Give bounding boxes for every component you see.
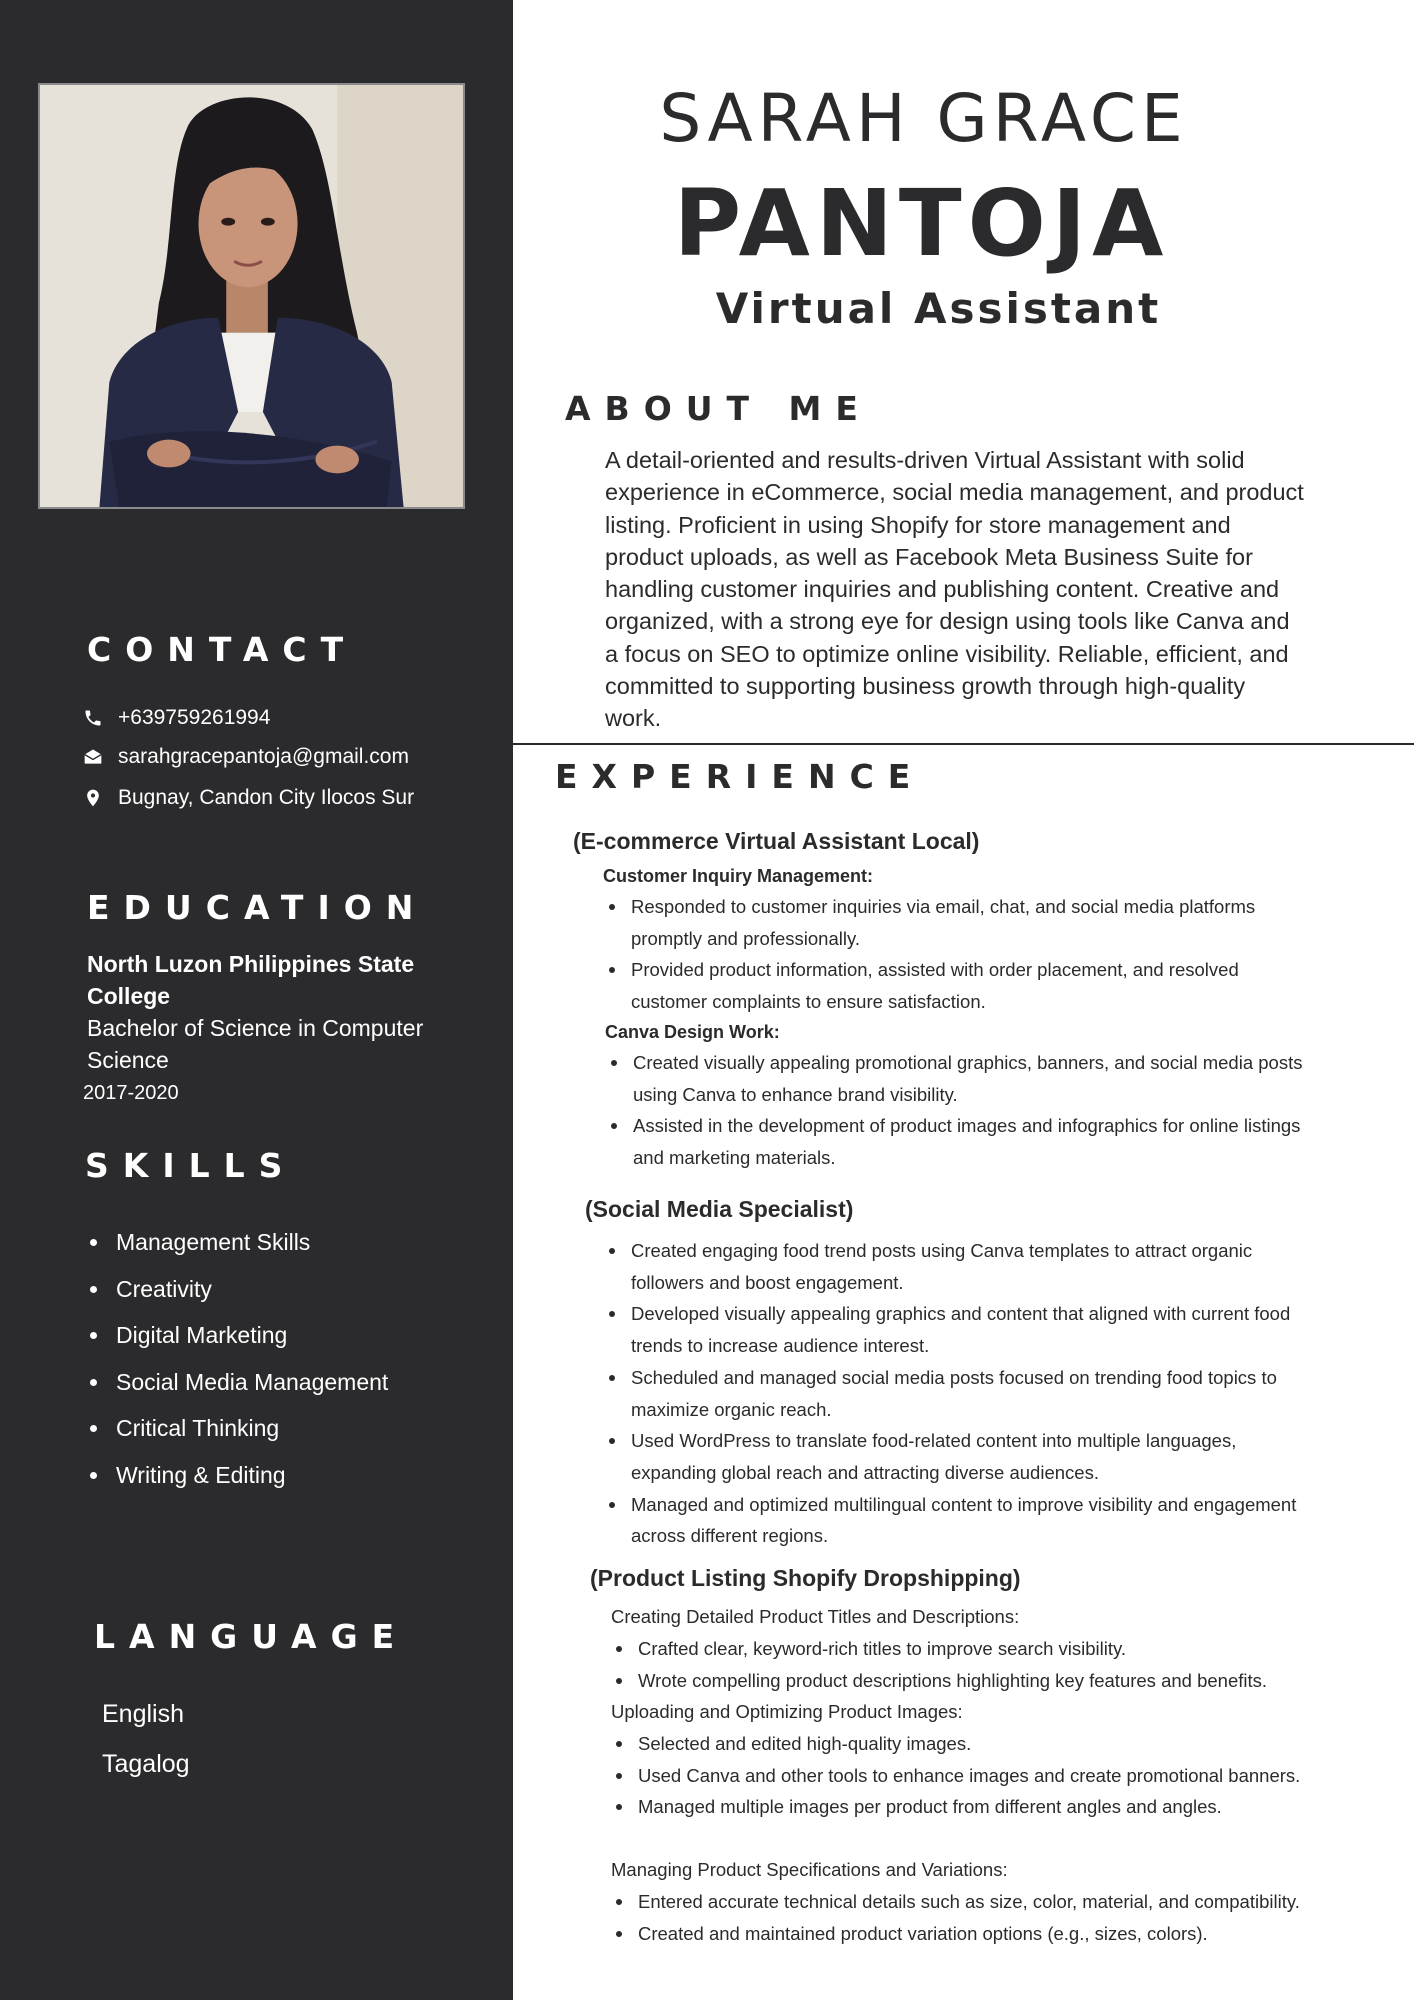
phone-number: +639759261994 bbox=[118, 706, 271, 729]
job-bullet: Assisted in the development of product images and infographics for online listings and marketing materials. bbox=[605, 1110, 1305, 1173]
section-divider bbox=[513, 743, 1414, 745]
first-name: SARAH GRACE bbox=[659, 80, 1188, 157]
last-name: PANTOJA bbox=[673, 170, 1170, 277]
job-bullet: Provided product information, assisted with order placement, and resolved customer complaints to ensure satisfaction. bbox=[603, 954, 1303, 1017]
job-title: Virtual Assistant bbox=[715, 284, 1162, 333]
school-name: North Luzon Philippines State College bbox=[87, 951, 415, 1009]
education-entry bbox=[83, 948, 487, 1109]
about-heading: ABOUT ME bbox=[565, 389, 872, 428]
job-bullet: Used Canva and other tools to enhance images and create promotional banners. bbox=[610, 1760, 1310, 1792]
profile-photo-illustration bbox=[40, 85, 463, 507]
job-bullet-list bbox=[610, 1633, 1320, 1696]
job-bullet: Selected and edited high-quality images. bbox=[610, 1728, 1310, 1760]
section-heading: Creating Detailed Product Titles and Descriptions: bbox=[611, 1606, 1020, 1627]
contact-phone[interactable] bbox=[82, 706, 270, 730]
language-item: Tagalog bbox=[102, 1750, 190, 1778]
experience-heading: EXPERIENCE bbox=[555, 757, 925, 796]
job-bullet-list bbox=[603, 891, 1303, 1018]
job-bullet: Managed multiple images per product from different angles and angles. bbox=[610, 1791, 1310, 1823]
language-item: English bbox=[102, 1700, 184, 1728]
address-text: Bugnay, Candon City Ilocos Sur bbox=[118, 786, 415, 809]
job-bullet: Managed and optimized multilingual content to improve visibility and engagement across different regions. bbox=[603, 1489, 1303, 1552]
job-title-shopify: (Product Listing Shopify Dropshipping) bbox=[590, 1565, 1021, 1591]
job-bullet: Entered accurate technical details such as size, color, material, and compatibility. bbox=[610, 1886, 1310, 1918]
sidebar bbox=[0, 0, 513, 2000]
phone-icon bbox=[82, 706, 104, 730]
skill-item: Creativity bbox=[88, 1271, 388, 1318]
job-bullet: Created engaging food trend posts using Canva templates to attract organic followers and boost engagement. bbox=[603, 1235, 1303, 1298]
skill-item: Critical Thinking bbox=[88, 1410, 388, 1457]
job-bullet: Created visually appealing promotional graphics, banners, and social media posts using Canva to enhance brand visibility. bbox=[605, 1047, 1305, 1110]
section-heading: Canva Design Work: bbox=[605, 1022, 780, 1042]
location-pin-icon bbox=[82, 786, 104, 810]
contact-heading: CONTACT bbox=[87, 630, 358, 669]
envelope-icon bbox=[82, 745, 104, 769]
degree: Bachelor of Science in Computer Science bbox=[87, 1015, 424, 1073]
job-title-ecommerce: (E-commerce Virtual Assistant Local) bbox=[573, 828, 980, 854]
job-title-social-media: (Social Media Specialist) bbox=[585, 1196, 854, 1222]
job-bullet-list bbox=[610, 1728, 1310, 1823]
job-bullet-list bbox=[605, 1047, 1305, 1174]
profile-photo bbox=[38, 83, 465, 509]
job-bullet: Used WordPress to translate food-related content into multiple languages, expanding global reach and attracting diverse audiences. bbox=[603, 1425, 1303, 1488]
skill-item: Writing & Editing bbox=[88, 1457, 388, 1504]
section-heading: Uploading and Optimizing Product Images: bbox=[611, 1701, 963, 1722]
job-bullet-list bbox=[610, 1886, 1310, 1949]
skills-heading: SKILLS bbox=[85, 1146, 297, 1185]
contact-email[interactable] bbox=[82, 745, 409, 769]
job-bullet: Created and maintained product variation options (e.g., sizes, colors). bbox=[610, 1918, 1310, 1950]
email-address: sarahgracepantoja@gmail.com bbox=[118, 745, 409, 768]
language-list bbox=[102, 1695, 190, 1795]
about-text: A detail-oriented and results-driven Virtual Assistant with solid experience in eCommerce, social media management, and product listing. Proficient in using Shopify for store management and product uploads, as well as Facebook Meta Business Suite for handling customer inquiries and publishing content. Creative and organized, with a strong eye for design using tools like Canva and a focus on SEO to optimize online visibility. Reliable, efficient, and committed to supporting business growth through high-quality work. bbox=[605, 447, 1304, 732]
job-bullet: Wrote compelling product descriptions highlighting key features and benefits. bbox=[610, 1665, 1320, 1697]
skill-item: Digital Marketing bbox=[88, 1317, 388, 1364]
job-bullet: Scheduled and managed social media posts focused on trending food topics to maximize organic reach. bbox=[603, 1362, 1303, 1425]
job-bullet-list bbox=[603, 1235, 1303, 1552]
language-heading: LANGUAGE bbox=[94, 1617, 409, 1656]
skill-item: Management Skills bbox=[88, 1224, 388, 1271]
skill-item: Social Media Management bbox=[88, 1364, 388, 1411]
job-bullet: Crafted clear, keyword-rich titles to improve search visibility. bbox=[610, 1633, 1320, 1665]
contact-address bbox=[82, 786, 414, 810]
section-heading: Managing Product Specifications and Variations: bbox=[611, 1859, 1008, 1880]
education-years: 2017-2020 bbox=[83, 1082, 179, 1104]
skills-list bbox=[88, 1224, 388, 1503]
job-bullet: Developed visually appealing graphics and content that aligned with current food trends to increase audience interest. bbox=[603, 1298, 1303, 1361]
education-heading: EDUCATION bbox=[87, 888, 428, 927]
section-heading: Customer Inquiry Management: bbox=[603, 866, 874, 886]
job-bullet: Responded to customer inquiries via email, chat, and social media platforms promptly and professionally. bbox=[603, 891, 1303, 954]
